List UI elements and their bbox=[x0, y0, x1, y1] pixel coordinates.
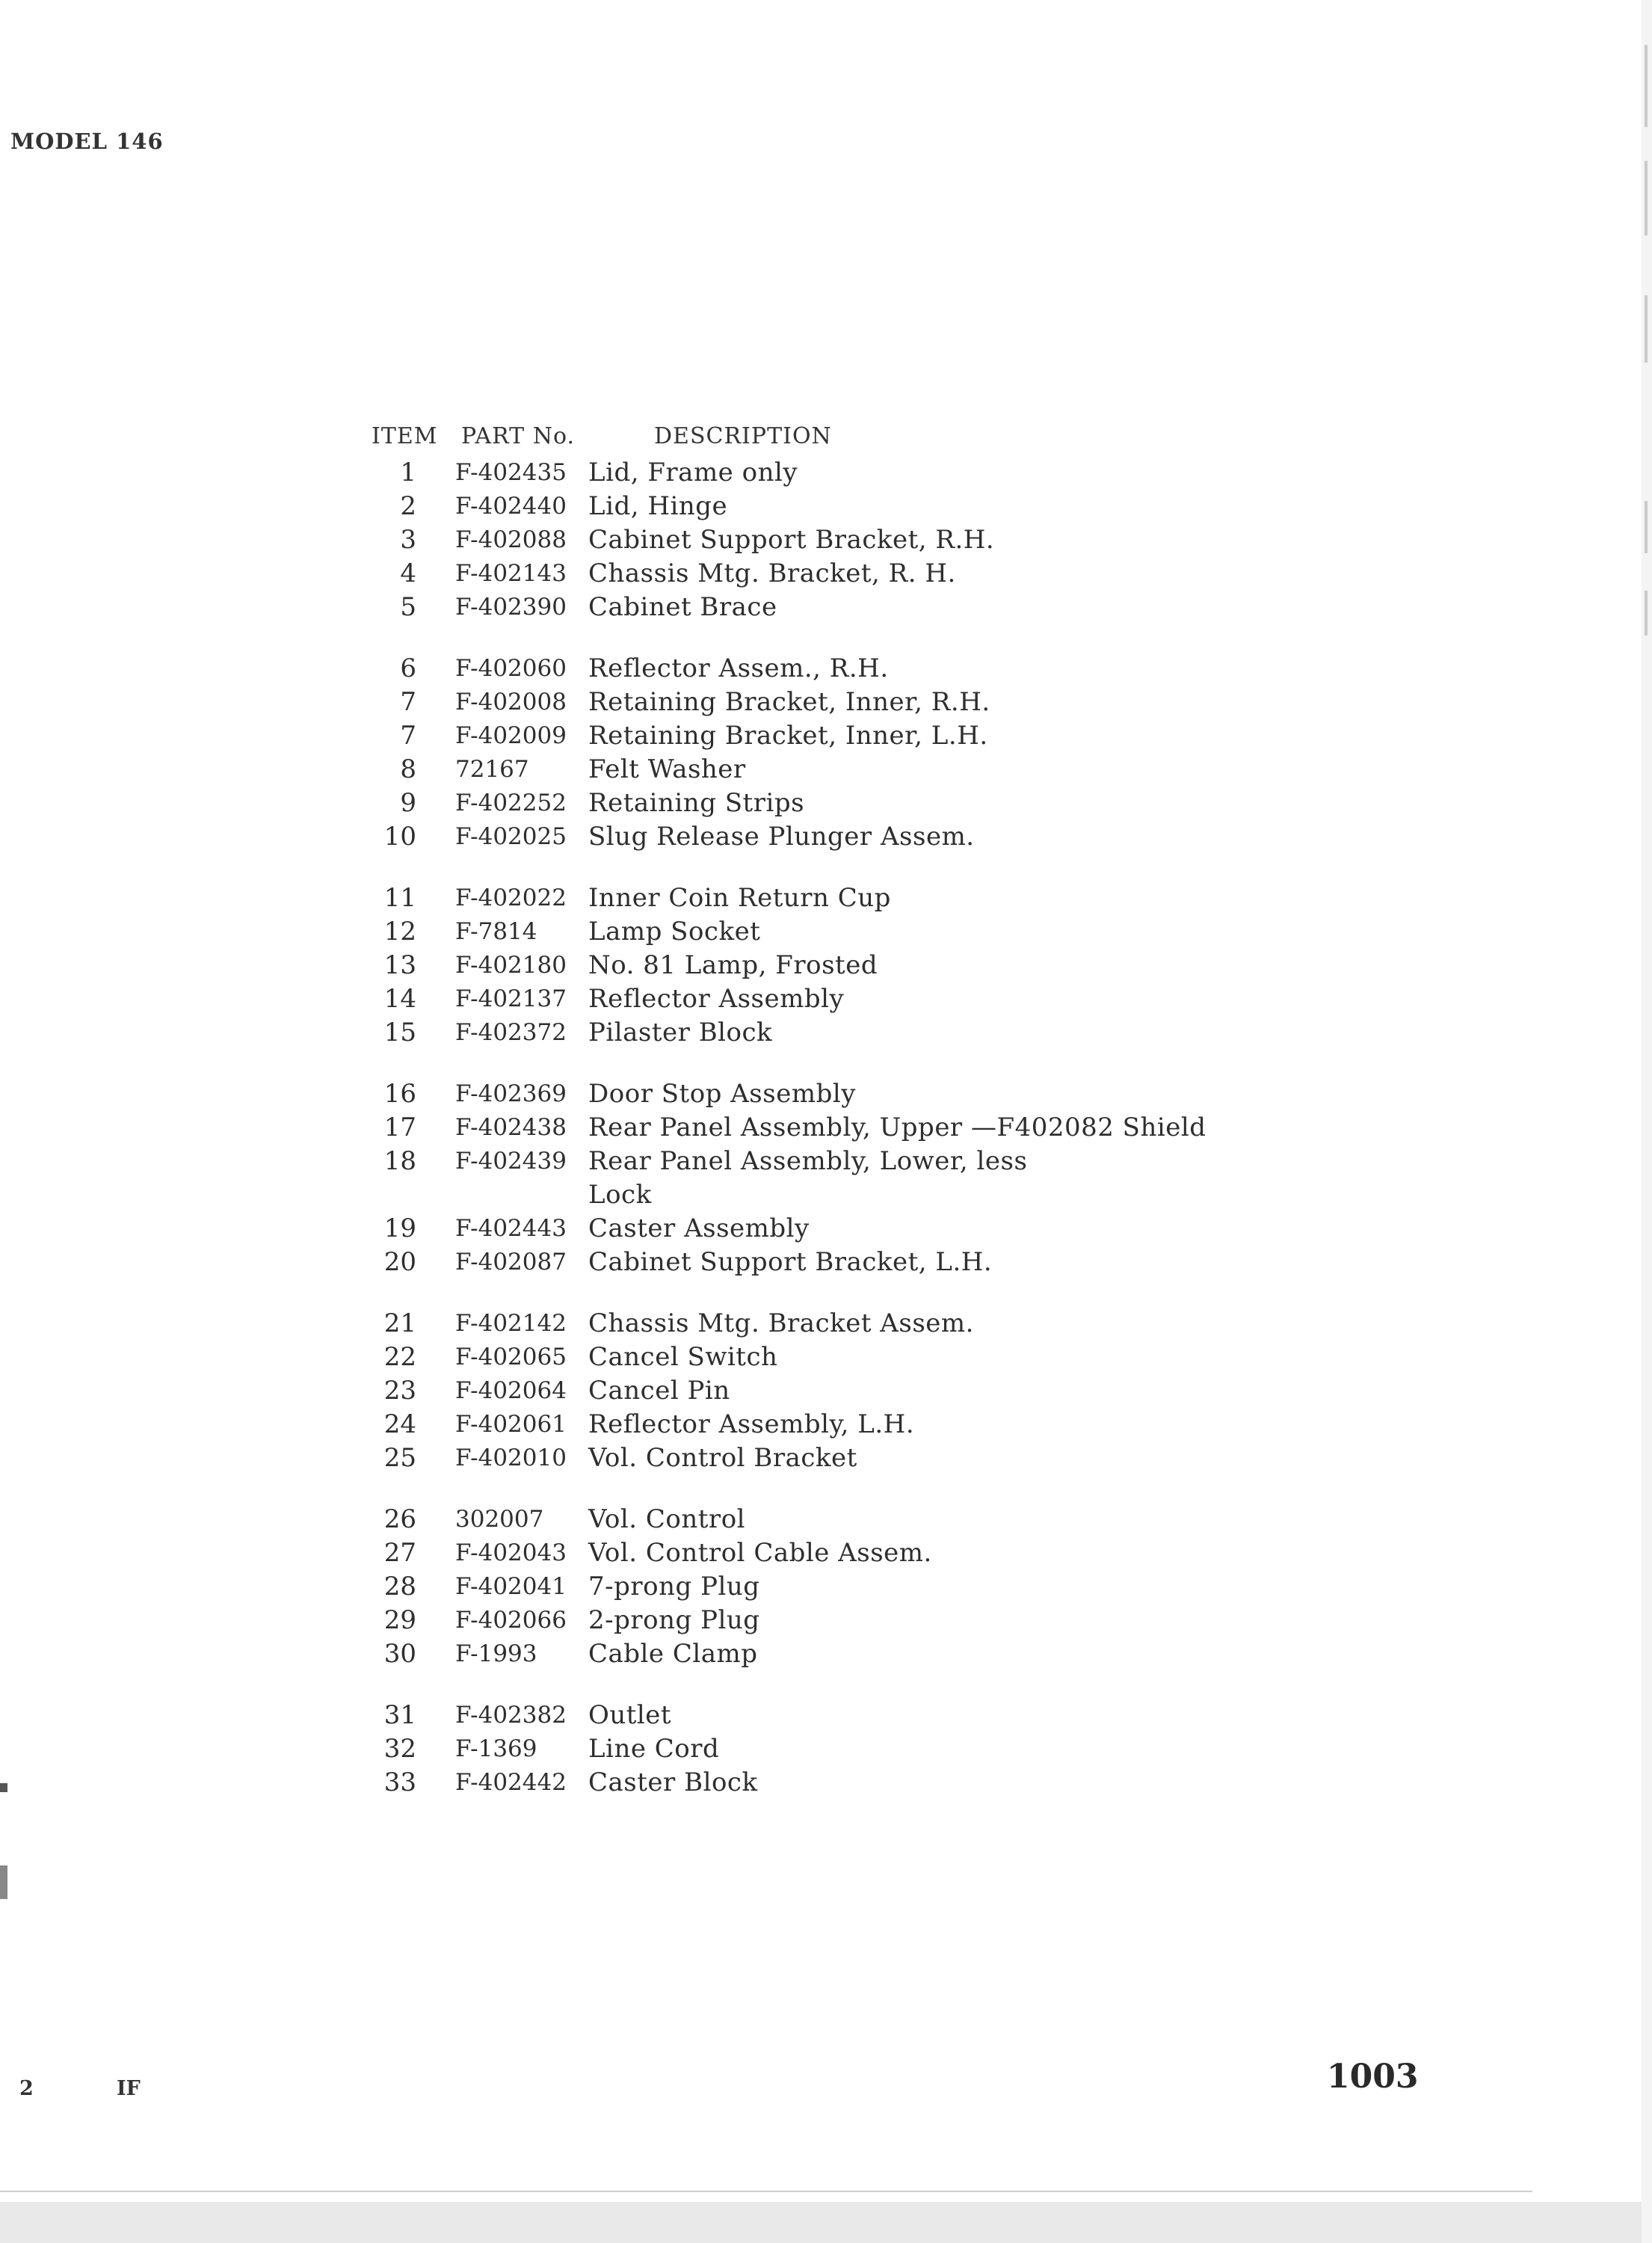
item-number: 11 bbox=[383, 883, 416, 913]
part-description: Slug Release Plunger Assem. bbox=[588, 822, 975, 852]
item-number: 13 bbox=[383, 950, 416, 980]
part-description: Caster Assembly bbox=[588, 1213, 810, 1243]
part-description: Cancel Switch bbox=[588, 1342, 778, 1372]
parts-row bbox=[372, 982, 1493, 1016]
parts-row bbox=[372, 1341, 1493, 1374]
part-number: F-402142 bbox=[455, 1310, 567, 1337]
parts-row bbox=[372, 820, 1493, 854]
part-number: F-402252 bbox=[455, 790, 567, 816]
parts-row bbox=[372, 915, 1493, 949]
scan-edge-tick bbox=[1645, 161, 1648, 236]
parts-row bbox=[372, 591, 1493, 624]
parts-row bbox=[372, 1699, 1493, 1732]
part-number: F-402008 bbox=[455, 689, 567, 716]
part-number: 302007 bbox=[455, 1506, 544, 1533]
part-number: F-402143 bbox=[455, 560, 567, 587]
item-number: 15 bbox=[383, 1018, 416, 1047]
part-description: 7-prong Plug bbox=[588, 1572, 760, 1602]
scan-edge-mark bbox=[0, 1865, 7, 1899]
parts-row bbox=[372, 1145, 1493, 1212]
part-number: F-402043 bbox=[455, 1539, 567, 1566]
part-number: 72167 bbox=[455, 756, 529, 783]
item-number: 31 bbox=[383, 1700, 416, 1730]
item-number: 21 bbox=[383, 1308, 416, 1338]
part-description: Lamp Socket bbox=[588, 917, 761, 947]
scan-bottom-margin bbox=[0, 2202, 1652, 2243]
parts-row bbox=[372, 719, 1493, 753]
column-header-item: ITEM bbox=[372, 423, 438, 449]
item-number: 25 bbox=[383, 1443, 416, 1473]
item-number: 16 bbox=[383, 1079, 416, 1109]
parts-row bbox=[372, 1077, 1493, 1111]
parts-list bbox=[372, 456, 1493, 1800]
item-number: 33 bbox=[383, 1767, 416, 1797]
part-number: F-402369 bbox=[455, 1080, 567, 1107]
part-description: Rear Panel Assembly, Lower, less Lock bbox=[588, 1146, 1036, 1210]
part-description: Lid, Hinge bbox=[588, 491, 728, 521]
item-number: 5 bbox=[400, 592, 416, 622]
parts-row bbox=[372, 1503, 1493, 1536]
model-heading: MODEL 146 bbox=[10, 129, 164, 154]
scan-edge-tick bbox=[1645, 501, 1648, 553]
part-description: Retaining Bracket, Inner, R.H. bbox=[588, 687, 990, 717]
item-number: 26 bbox=[383, 1504, 416, 1534]
column-header-part-number: PART No. bbox=[461, 423, 576, 449]
parts-row bbox=[372, 1408, 1493, 1442]
item-number: 4 bbox=[400, 559, 416, 588]
footer-left-code: IF bbox=[117, 2077, 141, 2100]
part-number: F-402137 bbox=[455, 985, 567, 1012]
part-description: Lid, Frame only bbox=[588, 458, 798, 487]
part-number: F-1369 bbox=[455, 1735, 537, 1762]
parts-row bbox=[372, 1307, 1493, 1341]
parts-row bbox=[372, 1766, 1493, 1800]
parts-row bbox=[372, 1637, 1493, 1671]
scan-bottom-rule bbox=[0, 2191, 1532, 2192]
part-number: F-402087 bbox=[455, 1249, 567, 1276]
part-description: Cable Clamp bbox=[588, 1639, 758, 1669]
item-number: 8 bbox=[400, 754, 416, 784]
parts-row bbox=[372, 557, 1493, 591]
part-description: Inner Coin Return Cup bbox=[588, 883, 891, 913]
part-number: F-402439 bbox=[455, 1148, 567, 1175]
parts-row bbox=[372, 456, 1493, 490]
item-number: 12 bbox=[383, 917, 416, 947]
parts-row bbox=[372, 949, 1493, 982]
part-description: Cabinet Brace bbox=[588, 592, 777, 622]
parts-row bbox=[372, 753, 1493, 787]
part-number: F-402435 bbox=[455, 459, 567, 486]
part-number: F-1993 bbox=[455, 1640, 537, 1667]
part-number: F-402382 bbox=[455, 1702, 567, 1729]
footer-left-number: 2 bbox=[19, 2077, 34, 2100]
item-number: 9 bbox=[400, 788, 416, 818]
item-number: 1 bbox=[400, 458, 416, 487]
part-number: F-402066 bbox=[455, 1607, 567, 1634]
parts-row bbox=[372, 490, 1493, 523]
part-description: Reflector Assem., R.H. bbox=[588, 653, 889, 683]
parts-row bbox=[372, 1570, 1493, 1604]
item-number: 7 bbox=[400, 721, 416, 751]
scan-edge-tick bbox=[1645, 45, 1648, 127]
item-number: 32 bbox=[383, 1734, 416, 1764]
part-number: F-402009 bbox=[455, 722, 567, 749]
item-number: 2 bbox=[400, 491, 416, 521]
part-description: Line Cord bbox=[588, 1734, 720, 1764]
page-number: 1003 bbox=[1327, 2058, 1419, 2096]
part-number: F-402442 bbox=[455, 1769, 567, 1796]
item-number: 30 bbox=[383, 1639, 416, 1669]
parts-row bbox=[372, 1604, 1493, 1637]
part-description: Reflector Assembly, L.H. bbox=[588, 1409, 915, 1439]
part-number: F-402443 bbox=[455, 1215, 567, 1242]
part-description: No. 81 Lamp, Frosted bbox=[588, 950, 878, 980]
item-number: 10 bbox=[383, 822, 416, 852]
part-description: Retaining Strips bbox=[588, 788, 805, 818]
part-number: F-402088 bbox=[455, 526, 567, 553]
part-number: F-402438 bbox=[455, 1114, 567, 1141]
parts-row bbox=[372, 1246, 1493, 1279]
scan-edge-tick bbox=[1645, 591, 1648, 636]
part-number: F-402440 bbox=[455, 493, 567, 520]
parts-row bbox=[372, 787, 1493, 820]
parts-row bbox=[372, 523, 1493, 557]
item-number: 3 bbox=[400, 525, 416, 555]
parts-row bbox=[372, 1016, 1493, 1050]
part-description: Caster Block bbox=[588, 1767, 758, 1797]
part-number: F-402065 bbox=[455, 1344, 567, 1370]
item-number: 14 bbox=[383, 984, 416, 1014]
part-number: F-402061 bbox=[455, 1411, 567, 1438]
parts-row bbox=[372, 686, 1493, 719]
parts-row bbox=[372, 1212, 1493, 1246]
part-number: F-402064 bbox=[455, 1377, 567, 1404]
part-number: F-402372 bbox=[455, 1019, 567, 1046]
item-number: 6 bbox=[400, 653, 416, 683]
part-description: Chassis Mtg. Bracket Assem. bbox=[588, 1308, 974, 1338]
parts-row bbox=[372, 1732, 1493, 1766]
part-description: Outlet bbox=[588, 1700, 672, 1730]
item-number: 19 bbox=[383, 1213, 416, 1243]
part-number: F-402060 bbox=[455, 655, 567, 682]
item-number: 29 bbox=[383, 1605, 416, 1635]
item-number: 18 bbox=[383, 1146, 416, 1176]
parts-row bbox=[372, 1536, 1493, 1570]
part-description: Retaining Bracket, Inner, L.H. bbox=[588, 721, 988, 751]
part-number: F-402025 bbox=[455, 823, 567, 850]
part-number: F-402041 bbox=[455, 1573, 567, 1600]
item-number: 27 bbox=[383, 1538, 416, 1568]
item-number: 7 bbox=[400, 687, 416, 717]
parts-row bbox=[372, 1374, 1493, 1408]
part-description: Pilaster Block bbox=[588, 1018, 773, 1047]
item-number: 17 bbox=[383, 1113, 416, 1142]
part-description: Vol. Control bbox=[588, 1504, 746, 1534]
parts-row bbox=[372, 1442, 1493, 1475]
parts-row bbox=[372, 881, 1493, 915]
part-number: F-402010 bbox=[455, 1444, 567, 1471]
item-number: 24 bbox=[383, 1409, 416, 1439]
parts-row bbox=[372, 1111, 1493, 1145]
item-number: 23 bbox=[383, 1376, 416, 1406]
item-number: 22 bbox=[383, 1342, 416, 1372]
part-description: Reflector Assembly bbox=[588, 984, 845, 1014]
part-description: Cabinet Support Bracket, R.H. bbox=[588, 525, 995, 555]
part-description: Rear Panel Assembly, Upper —F402082 Shield bbox=[588, 1113, 1206, 1142]
part-description: Cabinet Support Bracket, L.H. bbox=[588, 1247, 993, 1277]
scan-edge-mark bbox=[0, 1783, 7, 1792]
part-number: F-7814 bbox=[455, 918, 537, 945]
part-description: Vol. Control Bracket bbox=[588, 1443, 857, 1473]
part-description: Cancel Pin bbox=[588, 1376, 730, 1406]
item-number: 28 bbox=[383, 1572, 416, 1602]
part-description: Chassis Mtg. Bracket, R. H. bbox=[588, 559, 956, 588]
part-description: Vol. Control Cable Assem. bbox=[588, 1538, 932, 1568]
scan-edge-tick bbox=[1645, 295, 1648, 363]
column-header-description: DESCRIPTION bbox=[654, 423, 832, 449]
part-number: F-402390 bbox=[455, 594, 567, 621]
parts-row bbox=[372, 652, 1493, 686]
part-description: Felt Washer bbox=[588, 754, 746, 784]
item-number: 20 bbox=[383, 1247, 416, 1277]
part-description: Door Stop Assembly bbox=[588, 1079, 856, 1109]
part-number: F-402022 bbox=[455, 884, 567, 911]
part-description: 2-prong Plug bbox=[588, 1605, 760, 1635]
part-number: F-402180 bbox=[455, 952, 567, 979]
